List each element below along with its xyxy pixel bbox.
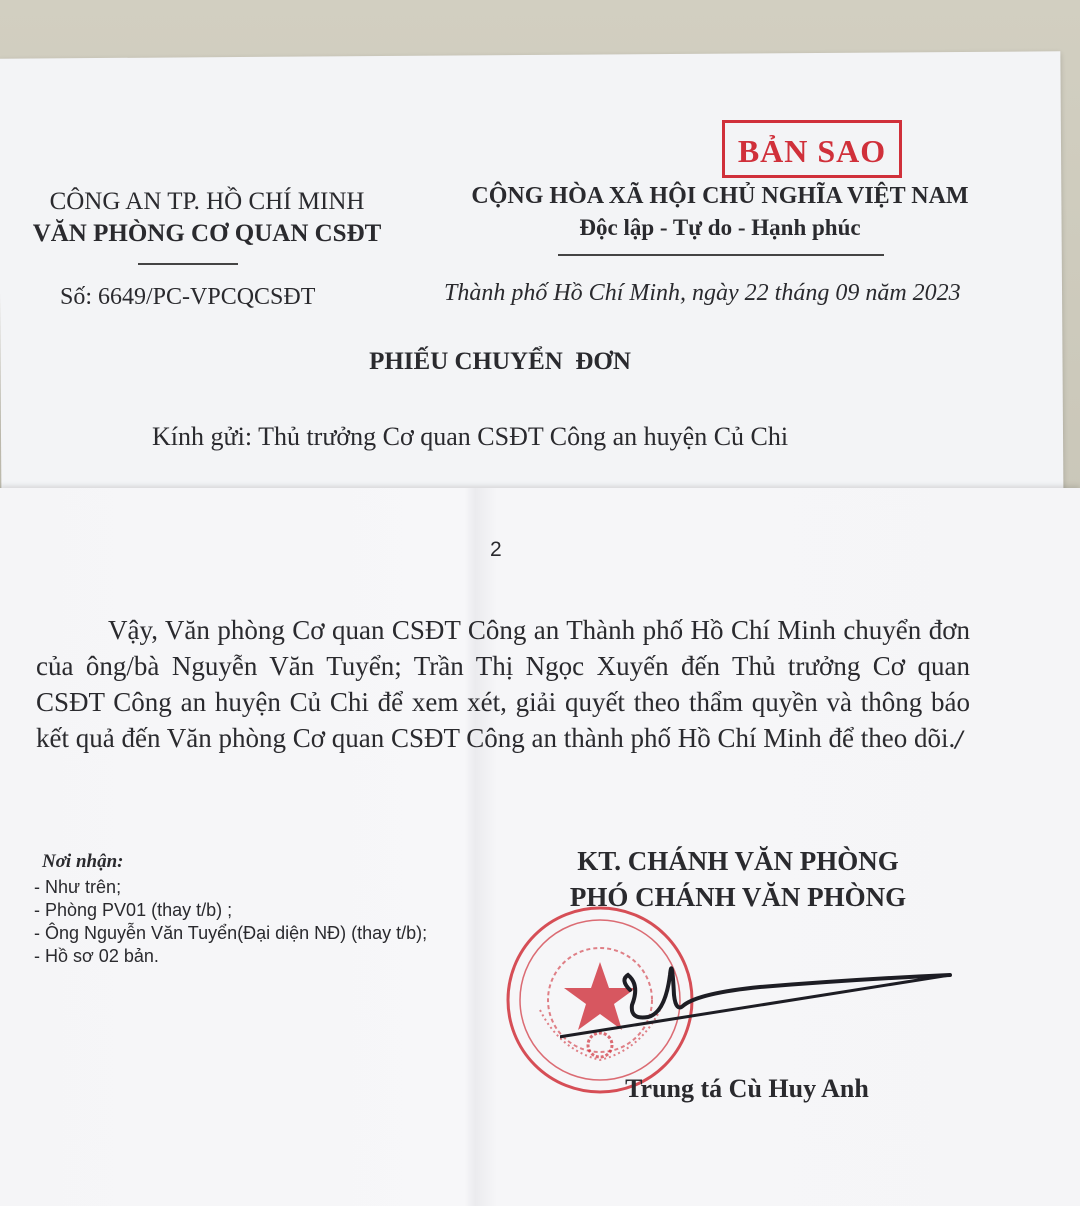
list-item: - Như trên;: [34, 877, 122, 897]
recipients-list: [34, 876, 427, 968]
signing-authority-line1: KT. CHÁNH VĂN PHÒNG: [577, 846, 899, 876]
signing-authority-line2: PHÓ CHÁNH VĂN PHÒNG: [569, 882, 907, 912]
issuing-office: VĂN PHÒNG CƠ QUAN CSĐT: [32, 220, 382, 247]
list-item: - Phòng PV01 (thay t/b) ;: [34, 900, 233, 920]
copy-stamp: BẢN SAO: [722, 120, 902, 178]
document-title: PHIẾU CHUYỂN ĐƠN: [369, 348, 631, 375]
page-number: 2: [490, 538, 502, 561]
document-number: Số: 6649/PC-VPCQCSĐT: [60, 284, 316, 310]
place-and-date: Thành phố Hồ Chí Minh, ngày 22 tháng 09 năm 2023: [444, 280, 961, 306]
issuing-authority: CÔNG AN TP. HỒ CHÍ MINH: [49, 188, 365, 215]
body-text: Vậy, Văn phòng Cơ quan CSĐT Công an Thành phố Hồ Chí Minh chuyển đơn của ông/bà Nguyễn Văn Tuyển; Trần Thị Ngọc Xuyến đến Thủ trưởng Cơ quan CSĐT Công an huyện Củ Chi để xem xét, giải quyết theo thẩm quyền và thông báo kết quả đến Văn phòng Cơ quan CSĐT Công an thành phố Hồ Chí Minh để theo dõi.: [36, 615, 970, 753]
motto-underline: [558, 254, 884, 256]
addressee-line: Kính gửi: Thủ trưởng Cơ quan CSĐT Công an huyện Củ Chi: [152, 422, 789, 451]
authority-underline: [138, 263, 238, 265]
signer-name: Trung tá Cù Huy Anh: [625, 1074, 869, 1103]
list-item: - Hồ sơ 02 bản.: [34, 946, 159, 966]
national-motto: Độc lập - Tự do - Hạnh phúc: [579, 215, 861, 240]
handwritten-mark: /: [955, 728, 963, 753]
recipients-heading: Nơi nhận:: [42, 851, 124, 872]
body-paragraph: [36, 612, 970, 759]
national-title: CỘNG HÒA XÃ HỘI CHỦ NGHĨA VIỆT NAM: [471, 183, 969, 209]
list-item: - Ông Nguyễn Văn Tuyển(Đại diện NĐ) (thay t/b);: [34, 923, 428, 943]
handwritten-signature-icon: [560, 935, 960, 1045]
